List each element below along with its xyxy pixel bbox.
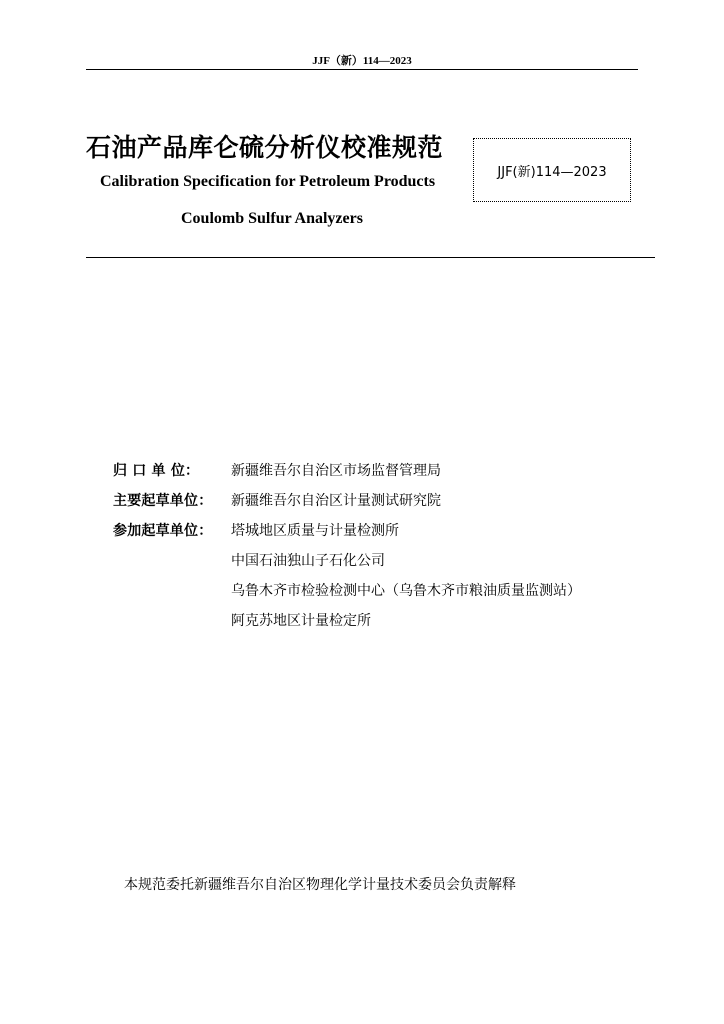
header-code: JJF（新）114—2023 bbox=[312, 55, 412, 67]
unit-value: 阿克苏地区计量检定所 bbox=[231, 613, 371, 629]
unit-row-participating-continued bbox=[113, 575, 581, 605]
header-divider bbox=[86, 69, 638, 70]
unit-row-main-drafter bbox=[113, 485, 581, 515]
unit-label-responsible: 归 口 单 位： bbox=[113, 463, 200, 479]
unit-row-responsible bbox=[113, 455, 581, 485]
unit-label-participating: 参加起草单位： bbox=[113, 523, 213, 539]
title-english-line2: Coulomb Sulfur Analyzers bbox=[181, 210, 363, 227]
unit-value: 乌鲁木齐市检验检测中心（乌鲁木齐市粮油质量监测站） bbox=[231, 583, 581, 599]
specification-code: JJF(新)114—2023 bbox=[497, 164, 607, 180]
title-english-line1: Calibration Specification for Petroleum Products bbox=[100, 173, 436, 190]
unit-value: 中国石油独山子石化公司 bbox=[231, 553, 385, 569]
unit-row-participating-continued bbox=[113, 605, 581, 635]
drafting-units bbox=[113, 455, 581, 635]
title-chinese: 石油产品库仑硫分析仪校准规范 bbox=[86, 133, 444, 162]
unit-value: 塔城地区质量与计量检测所 bbox=[231, 523, 399, 539]
specification-code-box bbox=[473, 138, 631, 202]
unit-value: 新疆维吾尔自治区计量测试研究院 bbox=[231, 493, 441, 509]
unit-label-main-drafter: 主要起草单位： bbox=[113, 493, 213, 509]
title-divider bbox=[86, 257, 655, 258]
unit-value: 新疆维吾尔自治区市场监督管理局 bbox=[231, 463, 441, 479]
interpretation-note: 本规范委托新疆维吾尔自治区物理化学计量技术委员会负责解释 bbox=[124, 877, 516, 893]
unit-row-participating-continued bbox=[113, 545, 581, 575]
unit-row-participating bbox=[113, 515, 581, 545]
